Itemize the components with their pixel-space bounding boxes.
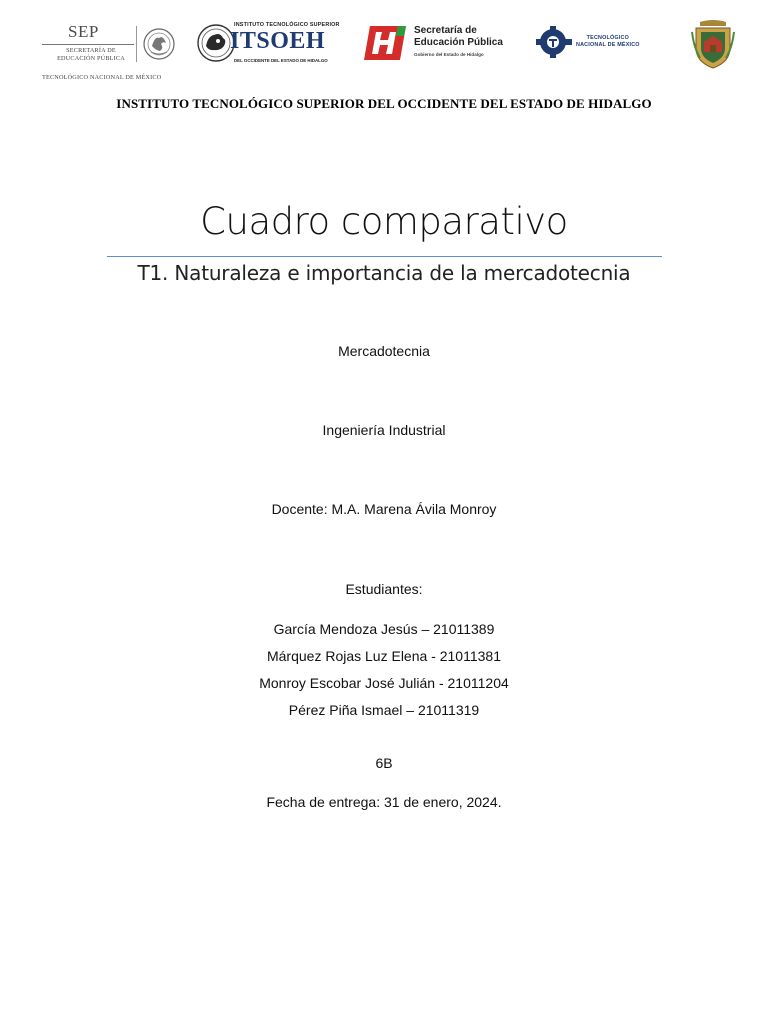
sep-vertical-divider [136,26,137,62]
students-label: Estudiantes: [345,581,423,597]
sep-logo-subtext: SECRETARÍA DE EDUCACIÓN PÚBLICA [57,47,125,62]
tecnm-logo-text [576,35,640,48]
hidalgo-sep-title-line2: Educación Pública [414,37,503,48]
institute-name: INSTITUTO TECNOLÓGICO SUPERIOR DEL OCCIDENTE DEL ESTADO DE HIDALGO [116,96,652,111]
sep-logo [42,22,178,81]
page-subtitle: T1. Naturaleza e importancia de la mercadotecnia [137,261,631,285]
group-line: 6B [375,755,393,771]
coat-of-arms-icon [690,18,736,70]
page-title: Cuadro comparativo [200,200,568,243]
itsoeh-name: ITSOEH [230,28,326,54]
student-item: Márquez Rojas Luz Elena - 21011381 [266,648,501,664]
mexico-eagle-icon [142,26,176,62]
title-divider [107,256,662,257]
escudo-logo [690,18,736,76]
sep-divider [42,44,134,45]
tecnm-logo-line1: TECNOLÓGICO [586,35,630,41]
student-item: García Mendoza Jesús – 21011389 [273,621,495,637]
logo-header [0,14,768,81]
hidalgo-sep-subtext: Gobierno del Estado de Hidalgo [414,52,484,57]
sep-logo-text: SEP [68,22,99,41]
teacher-line: Docente: M.A. Marena Ávila Monroy [271,501,497,517]
subject-line: Mercadotecnia [338,343,430,359]
career-line: Ingeniería Industrial [322,422,446,438]
tecnm-logo [536,26,668,58]
tecnm-logo-line2: NACIONAL DE MÉXICO [576,41,640,48]
delivery-date-line: Fecha de entrega: 31 de enero, 2024. [266,794,502,810]
itsoeh-logo [196,20,340,68]
tecnm-caption: TECNOLÓGICO NACIONAL DE MÉXICO [42,74,162,81]
hidalgo-sep-title-line1: Secretaría de [414,25,477,36]
itsoeh-bottom-text: DEL OCCIDENTE DEL ESTADO DE HIDALGO [234,58,328,63]
student-item: Pérez Piña Ismael – 21011319 [288,702,480,718]
hidalgo-sep-logo [360,24,520,66]
student-item: Monroy Escobar José Julián - 21011204 [259,675,509,691]
hidalgo-h-icon [360,24,408,62]
hidalgo-sep-title [414,25,503,49]
itsoeh-top-text: INSTITUTO TECNOLÓGICO SUPERIOR [234,22,340,28]
tecnm-gear-icon [536,26,574,58]
